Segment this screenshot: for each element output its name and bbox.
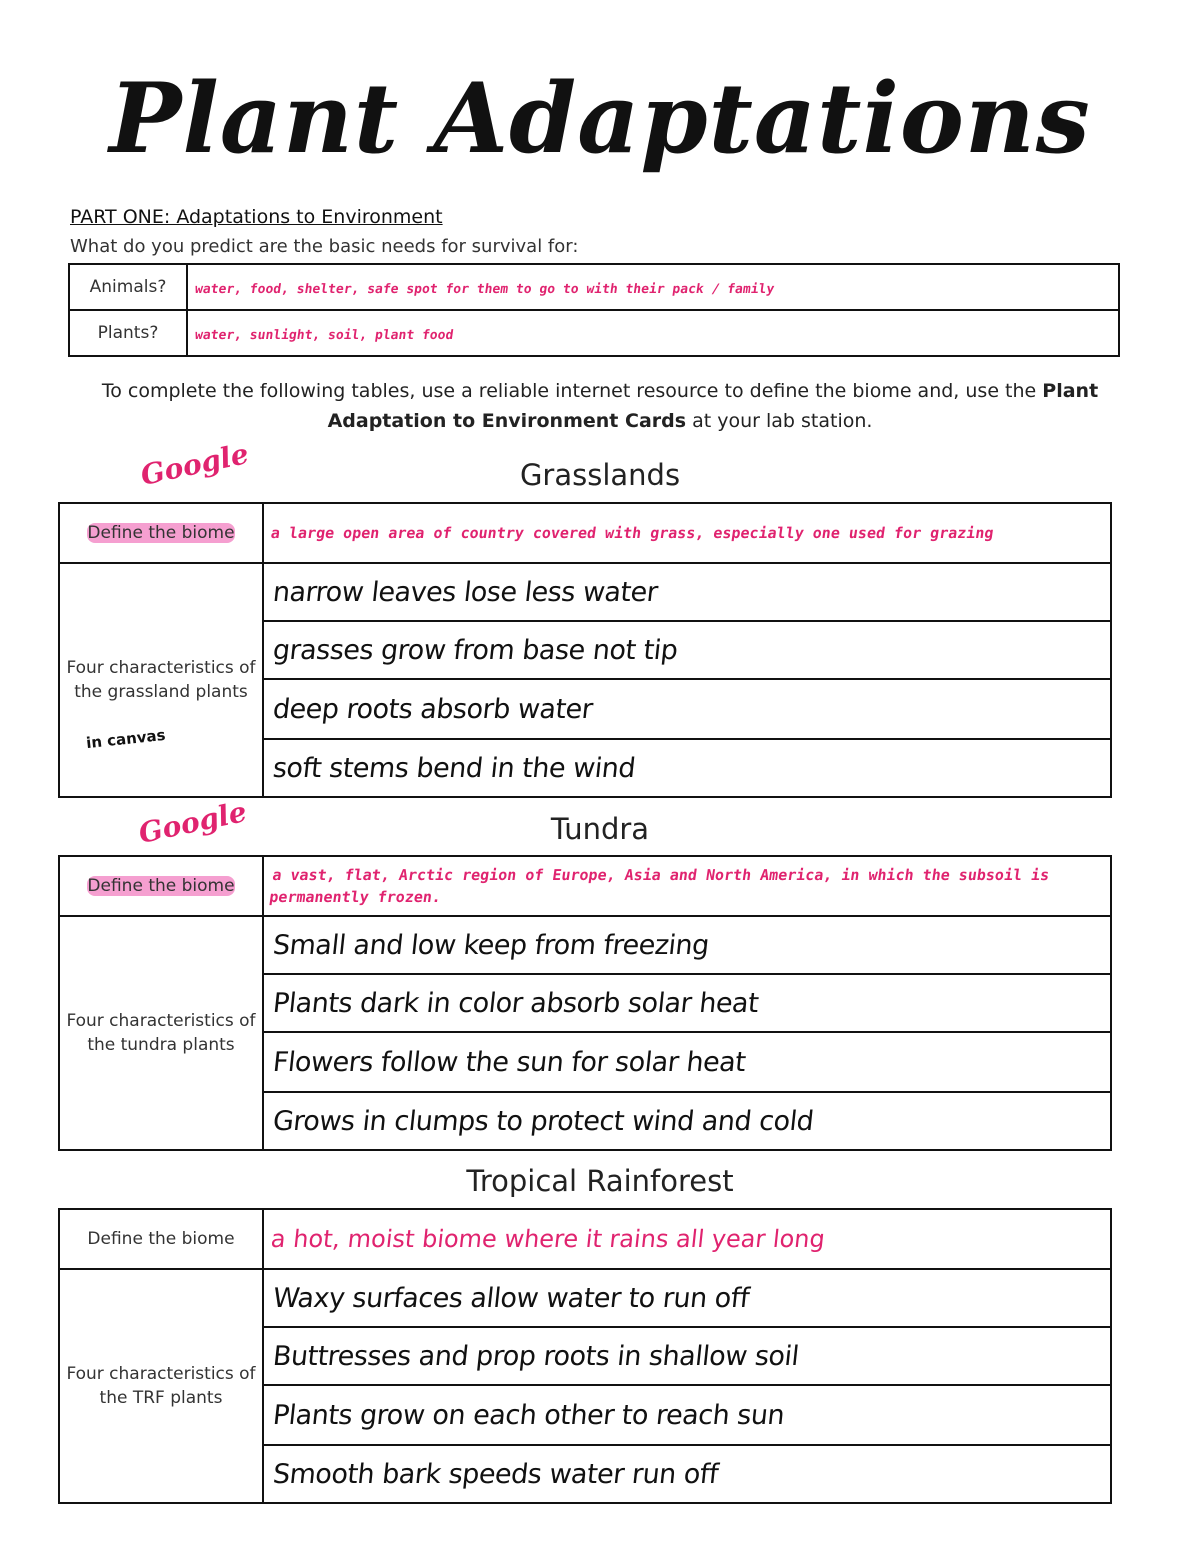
google-scribble: Google (137, 436, 252, 493)
characteristic-cell[interactable] (263, 1385, 1111, 1445)
characteristic-text: Flowers follow the sun for solar heat (271, 1046, 747, 1078)
definition-text: a large open area of country covered with grass, especially one used for grazing (269, 524, 995, 542)
page-title (0, 62, 1200, 175)
characteristic-cell[interactable] (263, 916, 1111, 974)
characteristic-text: grasses grow from base not tip (271, 634, 680, 666)
characteristic-text: soft stems bend in the wind (271, 752, 637, 784)
define-label (59, 856, 263, 916)
tundra-title: Tundra (550, 812, 650, 846)
part-one-heading: PART ONE: Adaptations to Environment (70, 206, 443, 228)
characteristic-text: Smooth bark speeds water run off (271, 1458, 720, 1490)
definition-text: a hot, moist biome where it rains all year long (269, 1225, 827, 1253)
animals-answer-cell[interactable] (187, 264, 1119, 310)
table-row (59, 1209, 1111, 1269)
define-label-text: Define the biome (87, 523, 235, 543)
plants-answer: water, sunlight, soil, plant food (193, 327, 455, 343)
grasslands-table (58, 502, 1112, 798)
characteristic-text: Buttresses and prop roots in shallow soil (271, 1340, 801, 1372)
characteristic-cell[interactable] (263, 1327, 1111, 1385)
characteristic-text: narrow leaves lose less water (271, 576, 660, 608)
characteristic-text: Plants dark in color absorb solar heat (271, 987, 760, 1019)
table-row (59, 1269, 1111, 1327)
tropical-rainforest-title: Tropical Rainforest (466, 1164, 734, 1198)
grasslands-title: Grasslands (519, 458, 681, 492)
plants-label: Plants? (69, 310, 187, 356)
definition-cell[interactable] (263, 503, 1111, 563)
tundra-table (58, 855, 1112, 1151)
instructions (60, 376, 1140, 436)
animals-answer: water, food, shelter, safe spot for them to go to with their pack / family (193, 281, 776, 297)
definition-cell[interactable] (263, 1209, 1111, 1269)
table-row (69, 264, 1119, 310)
table-row (69, 310, 1119, 356)
table-row (59, 856, 1111, 916)
characteristic-cell[interactable] (263, 974, 1111, 1032)
characteristic-text: Small and low keep from freezing (271, 929, 711, 961)
characteristic-cell[interactable] (263, 1269, 1111, 1327)
tropical-rainforest-table (58, 1208, 1112, 1504)
characteristic-cell[interactable] (263, 739, 1111, 797)
characteristic-cell[interactable] (263, 1445, 1111, 1503)
intro-text-after: at your lab station. (686, 410, 873, 432)
table-row (59, 563, 1111, 621)
table-row (59, 503, 1111, 563)
characteristics-label: Four characteristics of the grassland plants (59, 563, 263, 797)
definition-text: a vast, flat, Arctic region of Europe, Asia and North America, in which the subsoil is permanently frozen. (268, 866, 1051, 906)
define-label-text: Define the biome (87, 876, 235, 896)
define-label: Define the biome (59, 1209, 263, 1269)
intro-bold: Plant Adaptation to Environment Cards (327, 380, 1099, 432)
characteristic-text: Waxy surfaces allow water to run off (271, 1282, 751, 1314)
title-text: Plant Adaptations (109, 62, 1091, 175)
characteristic-cell[interactable] (263, 679, 1111, 739)
define-label (59, 503, 263, 563)
characteristic-cell[interactable] (263, 621, 1111, 679)
characteristic-cell[interactable] (263, 1032, 1111, 1092)
plants-answer-cell[interactable] (187, 310, 1119, 356)
characteristic-text: Plants grow on each other to reach sun (271, 1399, 786, 1431)
definition-cell[interactable] (263, 856, 1111, 916)
characteristic-text: deep roots absorb water (271, 693, 595, 725)
table-row (59, 916, 1111, 974)
characteristics-label: Four characteristics of the tundra plants (59, 916, 263, 1150)
intro-text-before: To complete the following tables, use a reliable internet resource to define the biome and, use the (101, 380, 1043, 402)
animals-label: Animals? (69, 264, 187, 310)
characteristic-cell[interactable] (263, 563, 1111, 621)
needs-table (68, 263, 1120, 357)
needs-prompt: What do you predict are the basic needs for survival for: (70, 236, 579, 257)
side-note: in canvas (85, 725, 167, 753)
characteristics-label: Four characteristics of the TRF plants (59, 1269, 263, 1503)
characteristic-cell[interactable] (263, 1092, 1111, 1150)
characteristic-text: Grows in clumps to protect wind and cold (271, 1105, 815, 1137)
google-scribble: Google (135, 794, 250, 851)
